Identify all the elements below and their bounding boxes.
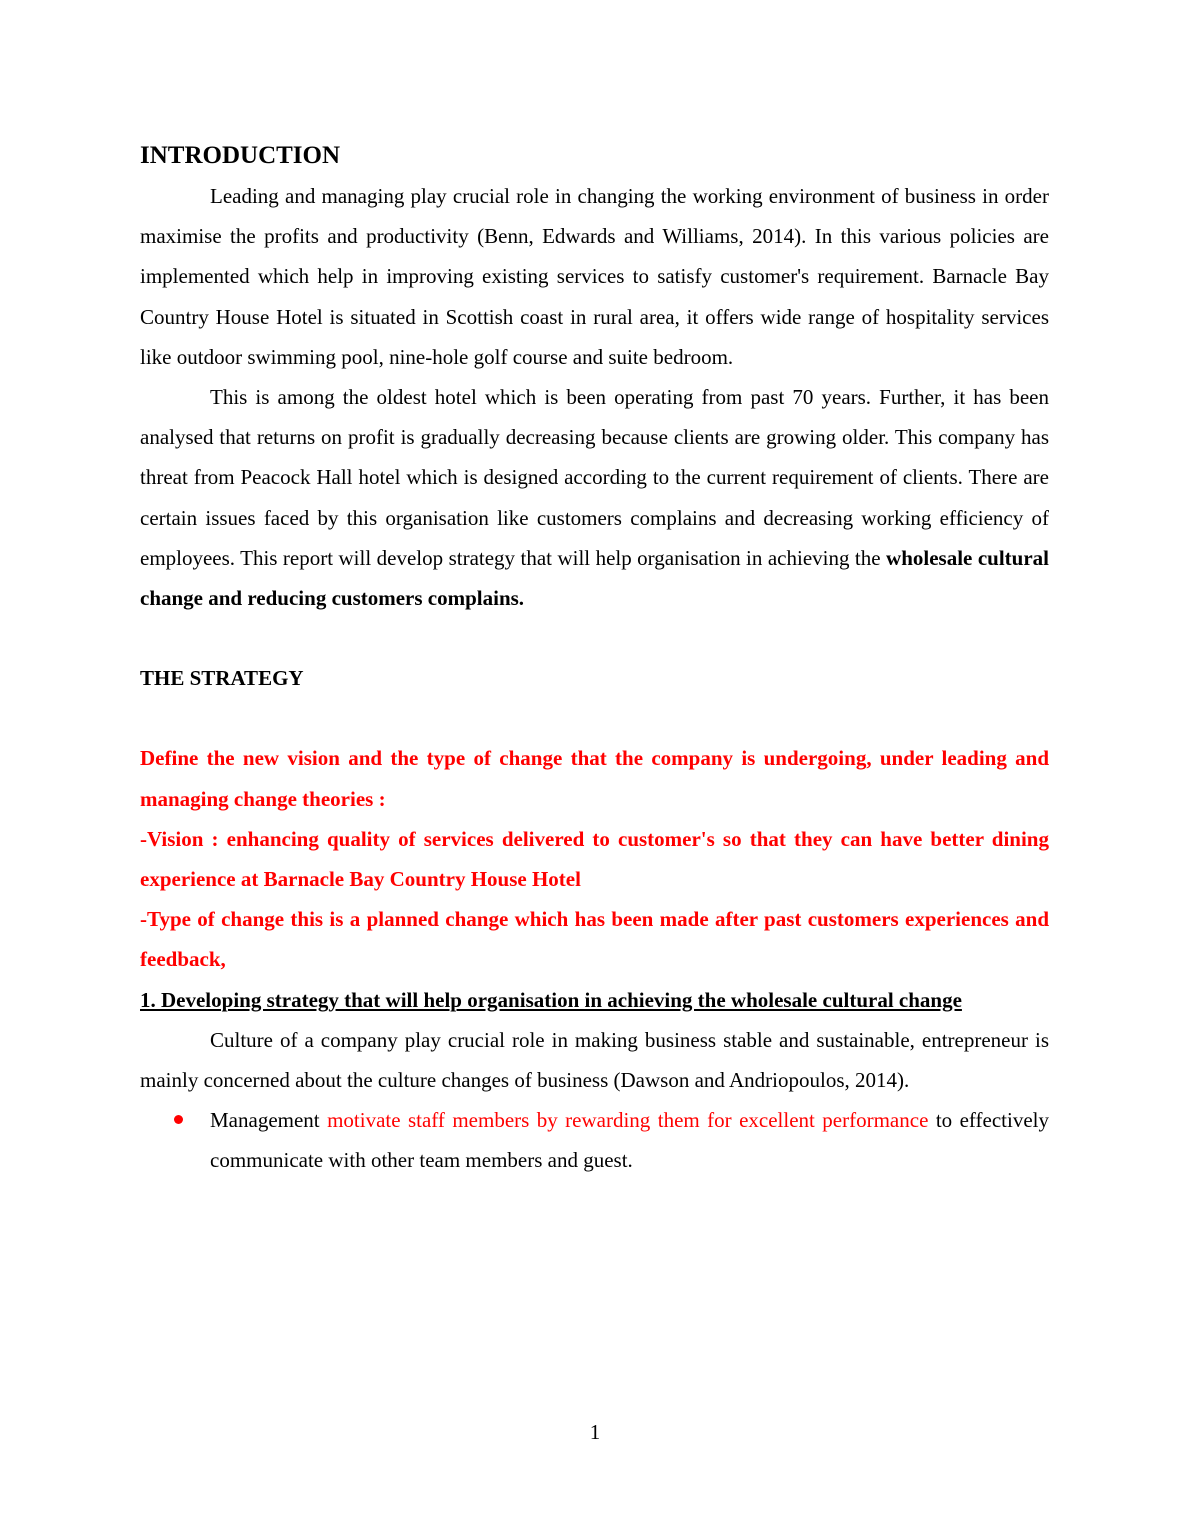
bullet-list — [140, 1100, 1049, 1180]
document-page — [140, 138, 1049, 1181]
section-1-heading: 1. Developing strategy that will help organisation in achieving the wholesale cultural change — [140, 987, 962, 1012]
vision-block — [140, 738, 1049, 979]
page-number: 1 — [589, 1420, 601, 1444]
define-line: Define the new vision and the type of change that the company is undergoing, under leading and managing change theories : — [140, 746, 1049, 811]
strategy-heading: THE STRATEGY — [140, 666, 304, 691]
intro-paragraph-2-bold: wholesale cultural change and reducing customers complains. — [140, 545, 1049, 611]
bullet-text-highlight: motivate staff members by rewarding them for excellent performance — [327, 1108, 929, 1133]
introduction-heading: INTRODUCTION — [140, 142, 341, 169]
intro-paragraph-1: Leading and managing play crucial role in changing the working environment of business in order maximise the profits and productivity (Benn, Edwards and Williams, 2014). In this various policies are implemented which help in improving existing services to satisfy customer's requirement. Barnacle Bay Country House Hotel is situated in Scottish coast in rural area, it offers wide range of hospitality services like outdoor swimming pool, nine-hole golf course and suite bedroom. — [140, 184, 1049, 369]
intro-paragraph-2 — [140, 377, 1049, 618]
intro-paragraph-2-text: This is among the oldest hotel which is been operating from past 70 years. Further, it has been analysed that returns on profit is gradually decreasing because clients are growing older. This company has threat from Peacock Hall hotel which is designed according to the current requirement of clients. There are certain issues faced by this organisation like customers complains and decreasing working efficiency of employees. This report will develop strategy that will help organisation in achieving the — [140, 385, 1049, 570]
type-of-change-line: -Type of change this is a planned change which has been made after past customers experiences and feedback, — [140, 907, 1049, 972]
bullet-dot-icon — [174, 1115, 183, 1124]
bullet-text-before: Management — [210, 1108, 328, 1133]
vision-line: -Vision : enhancing quality of services delivered to customer's so that they can have better dining experience at Barnacle Bay Country House Hotel — [140, 826, 1049, 892]
section-1-paragraph: Culture of a company play crucial role in making business stable and sustainable, entrepreneur is mainly concerned about the culture changes of business (Dawson and Andriopoulos, 2014). — [140, 1027, 1049, 1093]
bullet-text-after: to effectively communicate with other team members and guest. — [210, 1108, 1049, 1173]
bullet-item — [140, 1100, 1049, 1180]
